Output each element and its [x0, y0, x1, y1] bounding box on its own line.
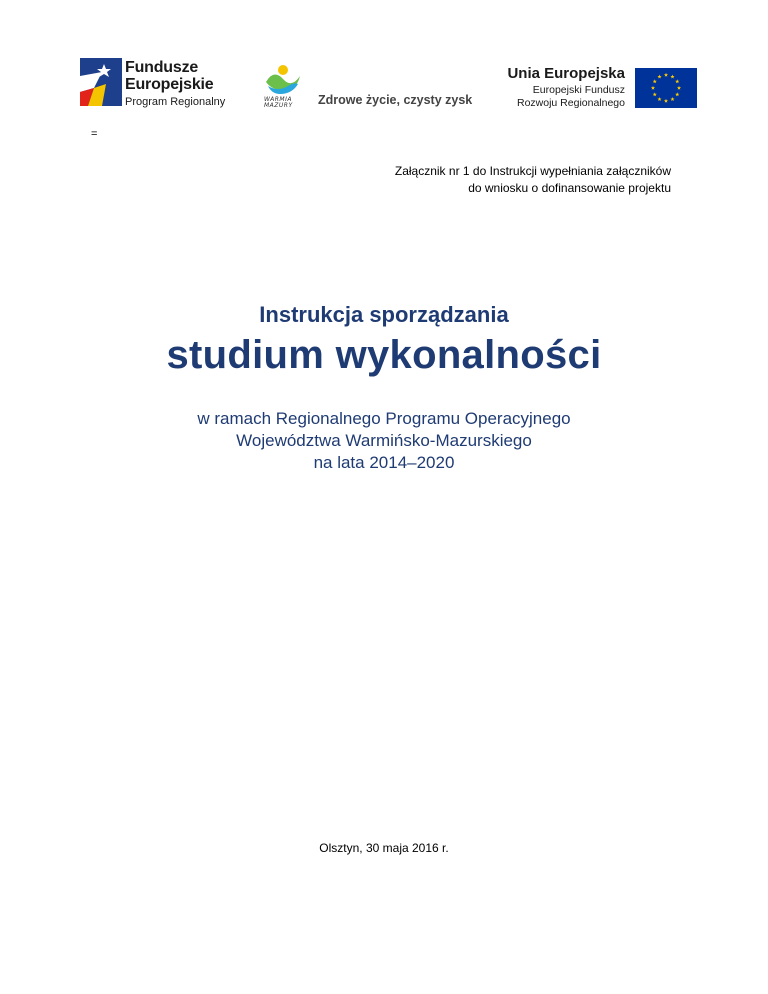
- ue-logo-sub2: Rozwoju Regionalnego: [517, 96, 625, 109]
- attachment-line2: do wniosku o dofinansowanie projektu: [468, 181, 671, 195]
- place-and-date: Olsztyn, 30 maja 2016 r.: [319, 841, 449, 855]
- fundusze-europejskie-logo: [80, 58, 230, 110]
- warmia-mazury-emblem-icon: [262, 62, 302, 96]
- subtitle-line2: Województwa Warmińsko-Mazurskiego: [236, 431, 532, 450]
- document-title-big: studium wykonalności: [166, 333, 602, 377]
- ue-logo-sub1: Europejski Fundusz: [532, 84, 625, 96]
- attachment-line1: Załącznik nr 1 do Instrukcji wypełniania załączników: [394, 164, 671, 178]
- warmia-mazury-wordmark: WARMIA MAZURY: [264, 96, 293, 109]
- equals-marker: =: [91, 128, 98, 140]
- subtitle-line1: w ramach Regionalnego Programu Operacyjnego: [197, 409, 571, 428]
- fe-logo-line2: Europejskie: [125, 76, 214, 93]
- fe-logo-line3: Program Regionalny: [125, 96, 226, 108]
- warmia-mazury-logo: [262, 62, 312, 114]
- ue-logo-title: Unia Europejska: [507, 65, 625, 82]
- document-subtitle: [0, 408, 768, 474]
- fe-flag-icon: [80, 58, 122, 106]
- fe-logo-line1: Fundusze: [125, 59, 199, 76]
- attachment-note: [395, 163, 671, 197]
- subtitle-line3: na lata 2014–2020: [313, 453, 455, 472]
- document-title-small: Instrukcja sporządzania: [259, 302, 509, 327]
- warmia-mazury-slogan: Zdrowe życie, czysty zysk: [318, 93, 473, 107]
- unia-europejska-logo: [505, 66, 697, 110]
- eu-flag-icon: [635, 68, 697, 108]
